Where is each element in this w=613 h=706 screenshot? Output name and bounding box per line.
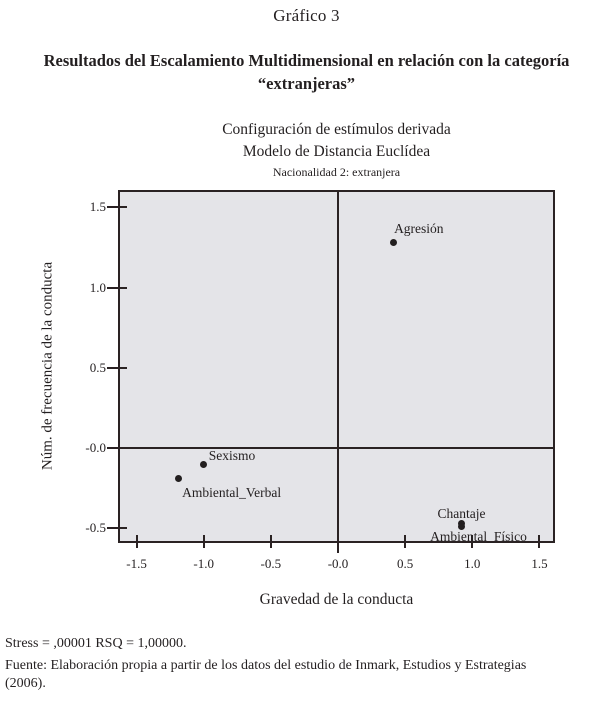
x-tick-mark <box>404 535 406 548</box>
y-tick-label: -0.0 <box>85 440 106 455</box>
y-axis-label: Núm. de frecuencia de la conducta <box>39 261 56 471</box>
plot-area <box>85 190 555 571</box>
point-label: Chantaje <box>437 506 486 522</box>
x-tick-label: -1.0 <box>193 556 214 571</box>
y-tick-mark <box>107 527 127 529</box>
x-zero-reference-line <box>337 192 339 541</box>
source-note: Fuente: Elaboración propia a partir de los datos del estudio de Inmark, Estudios y Estrategias (2006). <box>5 658 527 692</box>
data-point <box>200 461 207 468</box>
point-label: Ambiental_Verbal <box>182 485 282 501</box>
data-point <box>390 239 397 246</box>
y-tick-label: 1.5 <box>89 199 106 215</box>
y-tick-mark <box>107 206 127 208</box>
figure-title: Resultados del Escalamiento Multidimensional en relación con la categoría “extranjeras” <box>43 51 570 94</box>
stress-note: Stress = ,00001 RSQ = 1,00000. <box>5 636 187 651</box>
x-axis-label: Gravedad de la conducta <box>259 591 414 608</box>
x-tick-mark <box>270 535 272 548</box>
figure-number: Gráfico 3 <box>273 6 340 25</box>
x-tick-label: 0.5 <box>397 556 414 571</box>
data-point <box>175 475 182 482</box>
x-tick-label: -1.5 <box>126 556 147 571</box>
point-label: Agresión <box>394 220 444 236</box>
x-tick-label: 1.5 <box>531 556 548 571</box>
chart-subtitle: Nacionalidad 2: extranjera <box>272 165 401 179</box>
chart-title-line2: Modelo de Distancia Euclídea <box>242 143 431 160</box>
chart-header <box>118 119 555 181</box>
y-tick-mark <box>107 447 127 449</box>
y-tick-mark <box>107 367 127 369</box>
point-label: Sexismo <box>208 448 256 464</box>
x-tick-label: -0.0 <box>327 556 349 571</box>
y-tick-label: 0.5 <box>89 359 106 375</box>
x-tick-mark <box>136 535 138 548</box>
x-tick-mark <box>203 535 205 548</box>
y-tick-label: 1.0 <box>89 279 106 295</box>
y-tick-mark <box>107 287 127 289</box>
chart-title-line1: Configuración de estímulos derivada <box>222 121 451 138</box>
x-tick-mark <box>337 535 339 553</box>
y-tick-label: -0.5 <box>85 520 106 536</box>
point-label: Ambiental_Físico <box>430 528 527 544</box>
y-zero-reference-line <box>120 447 553 449</box>
x-tick-label: 1.0 <box>464 556 481 571</box>
x-tick-label: -0.5 <box>260 556 282 571</box>
